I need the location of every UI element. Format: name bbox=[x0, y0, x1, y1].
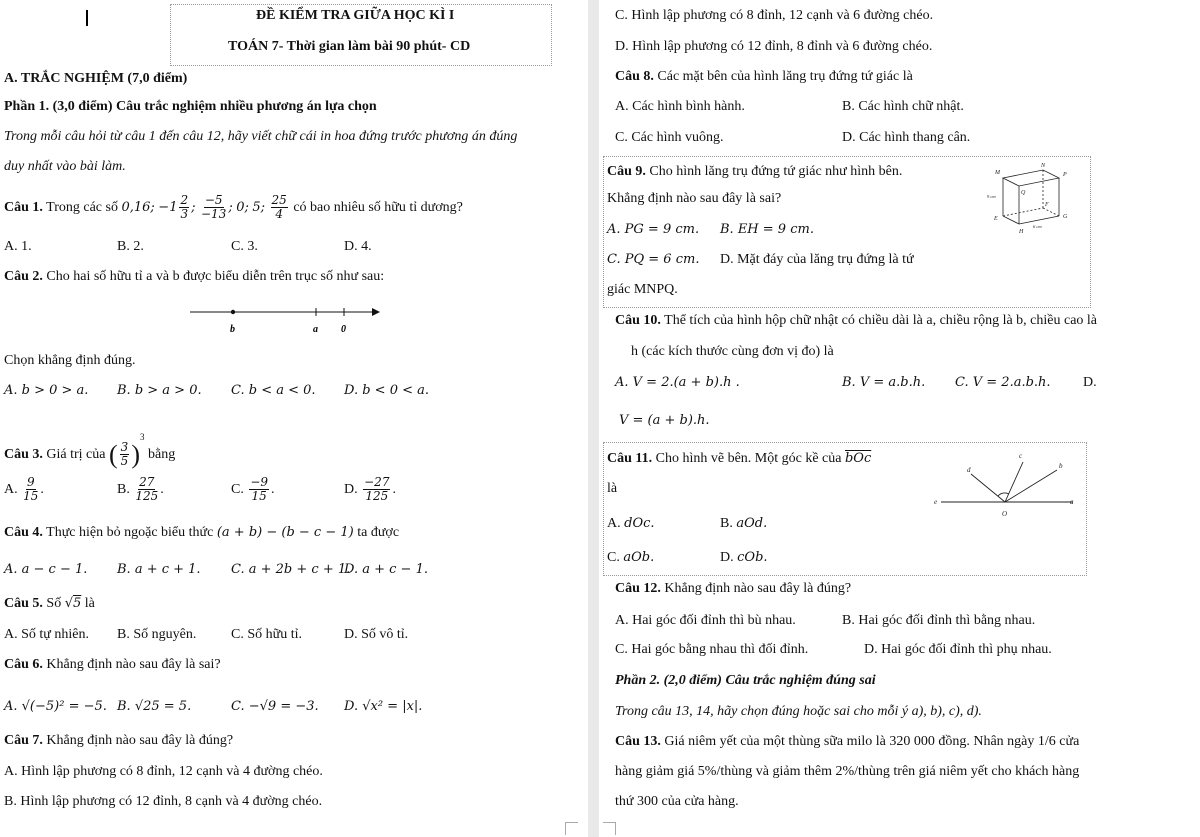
q13-line3: thứ 300 của cửa hàng. bbox=[615, 794, 739, 809]
q12-option-b: B. Hai góc đối đỉnh thì bằng nhau. bbox=[842, 613, 1036, 628]
q11-option-c: C. aOb. bbox=[607, 550, 655, 565]
q1-n6-frac: $\frac{25}{4}$ bbox=[271, 193, 287, 222]
header-title: ĐỀ KIỂM TRA GIỮA HỌC KÌ I bbox=[256, 8, 455, 23]
axis-label-a: a bbox=[313, 324, 318, 335]
question-13: Câu 13. Giá niêm yết của một thùng sữa milo là 320 000 đồng. Nhân ngày 1/6 cửa bbox=[615, 734, 1080, 749]
text-cursor bbox=[86, 10, 88, 26]
q2-option-d: D. b < 0 < a. bbox=[344, 383, 430, 398]
q4-option-d: D. a + c − 1. bbox=[344, 562, 428, 577]
question-2: Câu 2. Cho hai số hữu tỉ a và b được biểu diễn trên trục số như sau: bbox=[4, 269, 385, 284]
part2-instruction: Trong câu 13, 14, hãy chọn đúng hoặc sai cho mỗi ý a), b), c), d). bbox=[615, 704, 982, 719]
q5-option-c: C. Số hữu tỉ. bbox=[231, 627, 302, 642]
q9-option-d: D. Mặt đáy của lăng trụ đứng là tứ bbox=[720, 252, 914, 267]
question-11: Câu 11. Cho hình vẽ bên. Một góc kề của $\overline{bOc}$ bbox=[607, 451, 872, 466]
q11-option-a: A. dOc. bbox=[607, 516, 655, 531]
q1-option-c: C. 3. bbox=[231, 239, 258, 254]
q2-option-c: C. b < a < 0. bbox=[231, 383, 316, 398]
vertex-f: F bbox=[1045, 202, 1049, 208]
q6-option-c: C. −√9 = −3. bbox=[231, 699, 319, 714]
question-5: Câu 5. Số √5 là bbox=[4, 596, 95, 611]
question-3: Câu 3. Giá trị của ( $\frac{3}{5}$ )$^3$ bằng bbox=[4, 432, 176, 469]
q12-option-a: A. Hai góc đối đỉnh thì bù nhau. bbox=[615, 613, 796, 628]
q3-option-b: B. $\frac{27}{125}$ . bbox=[117, 475, 164, 504]
q10-option-c: C. V = 2.a.b.h. bbox=[955, 375, 1051, 390]
instruction-line1: Trong mỗi câu hỏi từ câu 1 đến câu 12, hãy viết chữ cái in hoa đứng trước phương án đúng bbox=[4, 129, 518, 144]
q6-option-b: B. √25 = 5. bbox=[117, 699, 192, 714]
q10-option-d: D. bbox=[1083, 375, 1097, 390]
vertex-p: P bbox=[1063, 172, 1067, 178]
q1-n2-frac: $\frac{2}{3}$ bbox=[180, 193, 189, 222]
q10-line2: h (các kích thước cùng đơn vị đo) là bbox=[631, 344, 834, 359]
number-line bbox=[190, 300, 385, 340]
q9-line2: Khẳng định nào sau đây là sai? bbox=[607, 191, 782, 206]
page-separator bbox=[588, 0, 599, 837]
question-9: Câu 9. Cho hình lăng trụ đứng tứ giác như hình bên. bbox=[607, 164, 903, 179]
section-a-title: A. TRẮC NGHIỆM (7,0 điểm) bbox=[4, 71, 188, 86]
page-corner-mark-right bbox=[603, 822, 616, 835]
q1-text-b: có bao nhiêu số hữu tỉ dương? bbox=[293, 200, 463, 215]
q2-after: Chọn khẳng định đúng. bbox=[4, 353, 136, 368]
question-4: Câu 4. Thực hiện bỏ ngoặc biểu thức (a + b) − (b − c − 1) ta được bbox=[4, 525, 400, 540]
q13-line2: hàng giảm giá 5%/thùng và giảm thêm 2%/thùng trên giá niêm yết cho khách hàng bbox=[615, 764, 1080, 779]
question-7: Câu 7. Khẳng định nào sau đây là đúng? bbox=[4, 733, 234, 748]
ray-label-c: c bbox=[1019, 452, 1023, 460]
q4-option-b: B. a + c + 1. bbox=[117, 562, 201, 577]
q3-option-d: D. $\frac{-27}{125}$ . bbox=[344, 475, 396, 504]
q5-option-a: A. Số tự nhiên. bbox=[4, 627, 89, 642]
vertex-n: N bbox=[1041, 163, 1046, 169]
q10-option-a: A. V = 2.(a + b).h . bbox=[615, 375, 740, 390]
q11-option-d: D. cOb. bbox=[720, 550, 768, 565]
right-page bbox=[599, 0, 1200, 837]
q9-option-c: C. PQ = 6 cm. bbox=[607, 252, 700, 267]
q8-option-a: A. Các hình bình hành. bbox=[615, 99, 745, 114]
ray-label-d: d bbox=[967, 466, 971, 474]
q12-option-d: D. Hai góc đối đỉnh thì phụ nhau. bbox=[864, 642, 1052, 657]
q6-option-a: A. √(−5)² = −5. bbox=[4, 699, 107, 714]
vertex-h: H bbox=[1019, 229, 1024, 235]
question-8: Câu 8. Các mặt bên của hình lăng trụ đứng tứ giác là bbox=[615, 69, 913, 84]
axis-label-b: b bbox=[230, 324, 235, 335]
question-10: Câu 10. Thể tích của hình hộp chữ nhật có chiều dài là a, chiều rộng là b, chiều cao là bbox=[615, 313, 1098, 328]
question-1: Câu 1. Trong các số 0,16; −1 $\frac{2}{3}$ ; $\frac{-5}{-13}$ ; 0; 5; $\frac{25}{4}$ có bao nhiêu số hữu tỉ dương? bbox=[4, 193, 463, 222]
q3-option-c: C. $\frac{-9}{15}$ . bbox=[231, 475, 275, 504]
q1-n4: 0; bbox=[236, 200, 249, 215]
q4-option-a: A. a − c − 1. bbox=[4, 562, 88, 577]
vertex-m: M bbox=[995, 170, 1000, 176]
left-page bbox=[0, 0, 588, 837]
question-12: Câu 12. Khẳng định nào sau đây là đúng? bbox=[615, 581, 852, 596]
q1-option-d: D. 4. bbox=[344, 239, 372, 254]
q11-option-b: B. aOd. bbox=[720, 516, 768, 531]
part1-title: Phần 1. (3,0 điểm) Câu trắc nghiệm nhiều phương án lựa chọn bbox=[4, 99, 377, 114]
q4-option-c: C. a + 2b + c + 1. bbox=[231, 562, 351, 577]
q1-n1: 0,16; bbox=[121, 200, 155, 215]
axis-label-0: 0 bbox=[341, 324, 346, 335]
q8-option-d: D. Các hình thang cân. bbox=[842, 130, 971, 145]
length-9cm: 9 cm bbox=[987, 194, 996, 199]
q7-option-c: C. Hình lập phương có 8 đỉnh, 12 cạnh và 6 đường chéo. bbox=[615, 8, 934, 23]
length-6cm: 6 cm bbox=[1033, 224, 1042, 229]
q1-option-b: B. 2. bbox=[117, 239, 144, 254]
vertex-q: Q bbox=[1021, 190, 1026, 196]
header-subtitle: TOÁN 7- Thời gian làm bài 90 phút- CD bbox=[228, 39, 471, 54]
q7-option-d: D. Hình lập phương có 12 đỉnh, 8 đỉnh và 6 đường chéo. bbox=[615, 39, 933, 54]
q9-option-b: B. EH = 9 cm. bbox=[720, 222, 814, 237]
q9-option-a: A. PG = 9 cm. bbox=[607, 222, 700, 237]
q1-text-a: Trong các số bbox=[46, 200, 118, 215]
q1-n5: 5; bbox=[252, 200, 266, 215]
question-6: Câu 6. Khẳng định nào sau đây là sai? bbox=[4, 657, 221, 672]
q1-n2-int: −1 bbox=[158, 200, 178, 215]
q5-option-d: D. Số vô tỉ. bbox=[344, 627, 409, 642]
q2-option-b: B. b > a > 0. bbox=[117, 383, 202, 398]
q2-option-a: A. b > 0 > a. bbox=[4, 383, 89, 398]
q1-option-a: A. 1. bbox=[4, 239, 32, 254]
vertex-g: G bbox=[1063, 214, 1068, 220]
q3-option-a: A. $\frac{9}{15}$ . bbox=[4, 475, 44, 504]
instruction-line2: duy nhất vào bài làm. bbox=[4, 159, 126, 174]
q10-option-d-expr: V = (a + b).h. bbox=[619, 413, 710, 428]
q10-option-b: B. V = a.b.h. bbox=[842, 375, 926, 390]
ray-label-a: a bbox=[1070, 498, 1074, 506]
prism-figure bbox=[983, 160, 1089, 236]
angle-figure bbox=[929, 446, 1079, 522]
q12-option-c: C. Hai góc bằng nhau thì đối đỉnh. bbox=[615, 642, 809, 657]
q6-option-d: D. √x² = |x|. bbox=[344, 699, 423, 714]
q7-option-b: B. Hình lập phương có 12 đỉnh, 8 cạnh và 4 đường chéo. bbox=[4, 794, 323, 809]
q1-label: Câu 1. bbox=[4, 200, 43, 215]
q7-option-a: A. Hình lập phương có 8 đỉnh, 12 cạnh và 4 đường chéo. bbox=[4, 764, 323, 779]
q8-option-b: B. Các hình chữ nhật. bbox=[842, 99, 964, 114]
vertex-e: E bbox=[994, 216, 998, 222]
part2-title: Phần 2. (2,0 điểm) Câu trắc nghiệm đúng sai bbox=[615, 673, 876, 688]
q9-option-d-cont: giác MNPQ. bbox=[607, 282, 678, 297]
q11-la: là bbox=[607, 481, 618, 496]
q1-n3-frac: $\frac{-5}{-13}$ bbox=[201, 193, 227, 222]
ray-label-b: b bbox=[1059, 462, 1063, 470]
ray-label-e: e bbox=[934, 498, 938, 506]
page-corner-mark bbox=[565, 822, 578, 835]
point-label-o: O bbox=[1002, 510, 1008, 518]
q8-option-c: C. Các hình vuông. bbox=[615, 130, 724, 145]
q5-option-b: B. Số nguyên. bbox=[117, 627, 197, 642]
